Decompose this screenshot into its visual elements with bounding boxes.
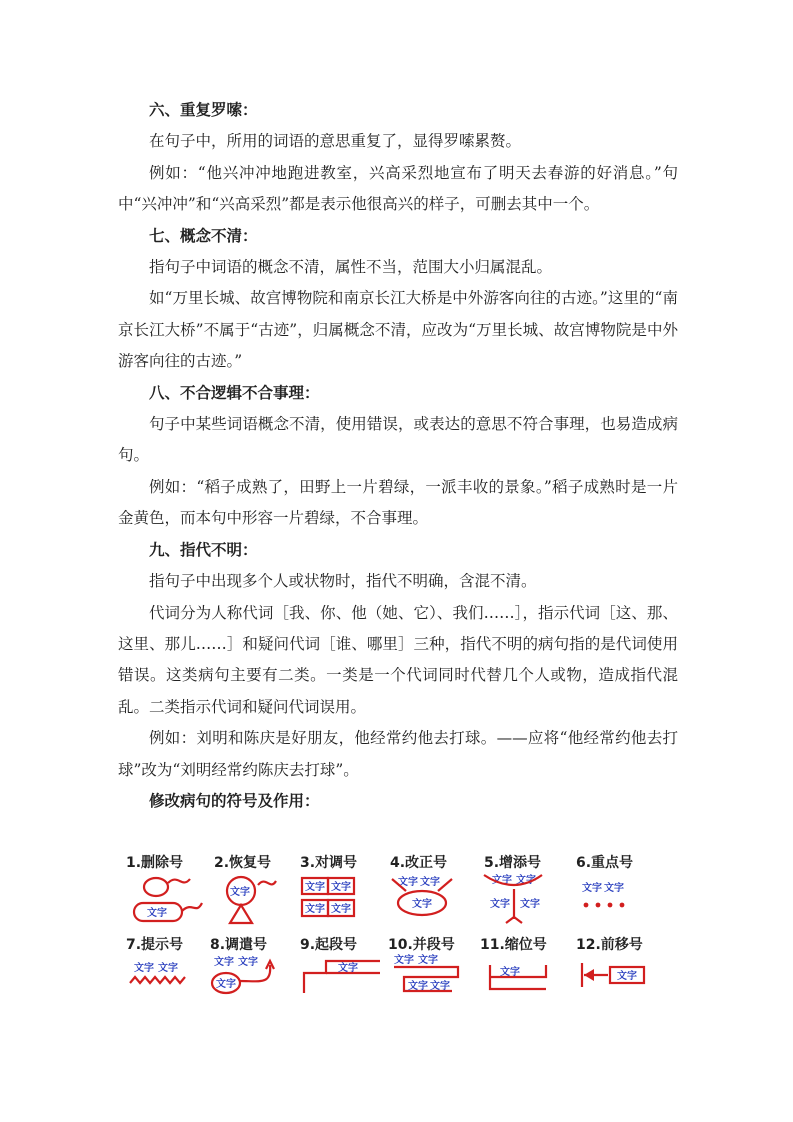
- section-heading-9: 九、指代不明：: [149, 540, 258, 559]
- svg-text:文字: 文字: [147, 908, 167, 919]
- section-heading-7: 七、概念不清：: [149, 226, 258, 245]
- symbol-label: 6.重点号: [576, 855, 634, 871]
- svg-text:文字: 文字: [492, 875, 512, 886]
- symbol-label: 11.缩位号: [480, 937, 547, 953]
- svg-text:文字: 文字: [394, 955, 414, 966]
- symbol-label: 5.增添号: [484, 855, 542, 871]
- svg-text:文字: 文字: [398, 877, 418, 888]
- svg-text:文字: 文字: [331, 882, 351, 893]
- svg-text:文字: 文字: [238, 957, 258, 968]
- symbol-label: 2.恢复号: [214, 855, 272, 871]
- merge-paragraph-mark-icon: [394, 953, 458, 992]
- symbol-label: 4.改正号: [390, 855, 448, 871]
- symbol-label: 7.提示号: [126, 937, 184, 953]
- paragraph: 指句子中词语的概念不清，属性不当，范围大小归属混乱。: [149, 258, 553, 277]
- svg-text:文字: 文字: [230, 887, 250, 898]
- paragraph: 例如：“他兴冲冲地跑进教室，兴高采烈地宣布了明天去春游的好消息。”句中“兴冲冲”和“兴高采烈”都是表示他很高兴的样子，可删去其中一个。: [118, 163, 678, 214]
- svg-text:文字: 文字: [214, 957, 234, 968]
- emphasis-mark-icon: [582, 881, 624, 907]
- svg-text:文字: 文字: [490, 899, 510, 910]
- new-paragraph-mark-icon: [304, 961, 380, 993]
- paragraph: 代词分为人称代词［我、你、他（她、它）、我们……］，指示代词［这、那、这里、那儿……］和疑问代词［谁、哪里］三种，指代不明的病句指的是代词使用错误。这类病句主要有二类。一类是一个代词同时代替几个人或物，造成指代混乱。二类指示代词和疑问代词误用。: [118, 603, 678, 716]
- document-body: [118, 95, 678, 817]
- symbol-label: 1.删除号: [126, 855, 184, 871]
- svg-text:文字: 文字: [305, 882, 325, 893]
- section-heading-8: 八、不合逻辑不合事理：: [149, 383, 320, 402]
- svg-text:文字: 文字: [516, 875, 536, 886]
- svg-text:文字: 文字: [338, 963, 358, 974]
- svg-text:文字: 文字: [430, 981, 450, 992]
- symbol-label: 9.起段号: [300, 937, 358, 953]
- insert-mark-icon: [484, 873, 542, 923]
- svg-text:文字: 文字: [134, 963, 154, 974]
- svg-text:文字: 文字: [158, 963, 178, 974]
- svg-text:文字: 文字: [617, 971, 637, 982]
- symbol-label: 8.调遣号: [210, 937, 268, 953]
- svg-text:文字: 文字: [412, 899, 432, 910]
- svg-text:文字: 文字: [331, 904, 351, 915]
- restore-mark-icon: [227, 877, 276, 923]
- paragraph: 例如：“稻子成熟了，田野上一片碧绿，一派丰收的景象。”稻子成熟时是一片金黄色，而本句中形容一片碧绿，不合事理。: [118, 477, 678, 528]
- svg-text:文字: 文字: [418, 955, 438, 966]
- correction-symbols-figure: [122, 845, 652, 1007]
- svg-text:文字: 文字: [604, 883, 624, 894]
- correction-symbols-diagram: [122, 845, 652, 1007]
- indent-mark-icon: [490, 965, 546, 989]
- move-mark-icon: [212, 955, 274, 993]
- svg-text:文字: 文字: [420, 877, 440, 888]
- correction-mark-icon: [392, 875, 452, 915]
- symbol-label: 10.并段号: [388, 937, 455, 953]
- svg-text:文字: 文字: [582, 883, 602, 894]
- hint-mark-icon: [130, 961, 185, 983]
- paragraph: 例如：刘明和陈庆是好朋友，他经常约他去打球。——应将“他经常约他去打球”改为“刘明经常约陈庆去打球”。: [118, 729, 678, 779]
- svg-text:文字: 文字: [500, 967, 520, 978]
- delete-mark-icon: [134, 878, 202, 921]
- swap-mark-icon: [302, 878, 354, 916]
- paragraph: 在句子中，所用的词语的意思重复了，显得罗嗦累赘。: [149, 132, 522, 151]
- section-heading-6: 六、重复罗嗦：: [149, 101, 258, 119]
- svg-text:文字: 文字: [216, 979, 236, 990]
- paragraph: 如“万里长城、故宫博物院和南京长江大桥是中外游客向往的古迹。”这里的“南京长江大桥”不属于“古迹”，归属概念不清，应改为“万里长城、故宫博物院是中外游客向往的古迹。”: [118, 289, 678, 371]
- svg-text:文字: 文字: [520, 899, 540, 910]
- svg-text:文字: 文字: [305, 904, 325, 915]
- svg-text:文字: 文字: [408, 981, 428, 992]
- symbols-heading: 修改病句的符号及作用：: [149, 791, 320, 810]
- paragraph: 句子中某些词语概念不清，使用错误，或表达的意思不符合事理，也易造成病句。: [118, 415, 678, 465]
- symbol-label: 3.对调号: [300, 855, 358, 871]
- paragraph: 指句子中出现多个人或状物时，指代不明确，含混不清。: [149, 572, 537, 591]
- move-forward-mark-icon: [582, 963, 644, 987]
- symbol-label: 12.前移号: [576, 937, 643, 953]
